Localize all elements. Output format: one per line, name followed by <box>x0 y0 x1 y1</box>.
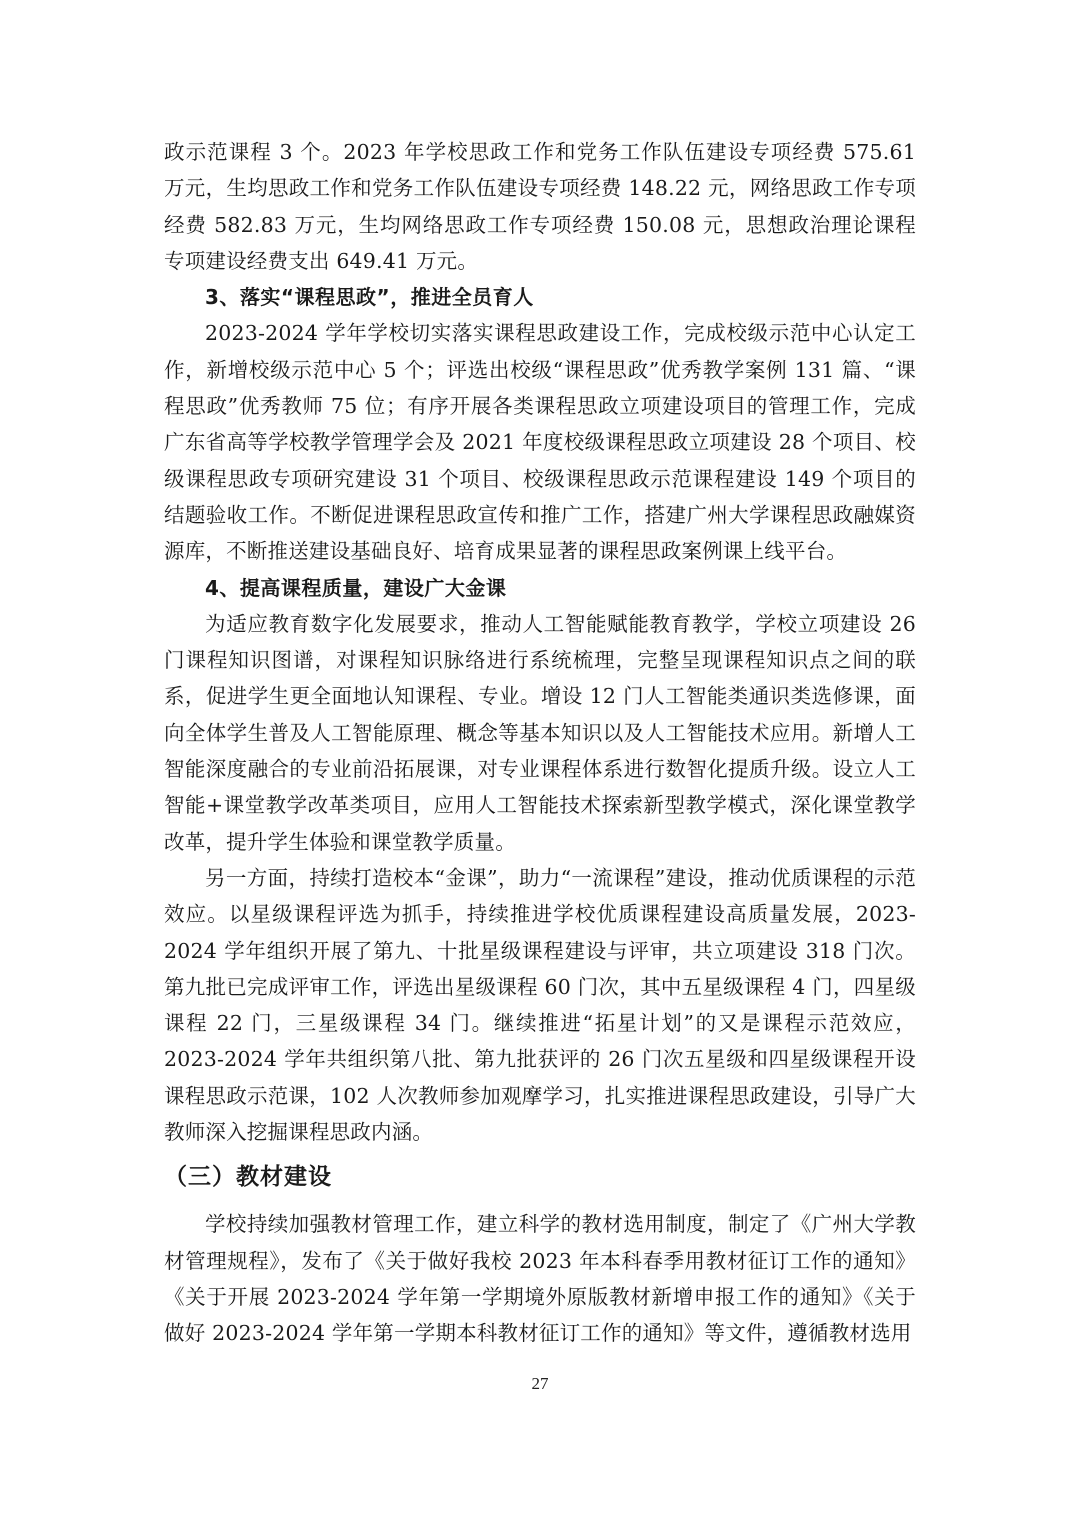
section-heading: （三）教材建设 <box>164 1164 332 1191</box>
page-content <box>164 134 916 1352</box>
subheading-3: 3、落实“课程思政”，推进全员育人 <box>205 285 534 310</box>
paragraph-5: 学校持续加强教材管理工作，建立科学的教材选用制度，制定了《广州大学教材管理规程》，发布了《关于做好我校 2023 年本科春季用教材征订工作的通知》《关于开展 2023-2024 学年第一学期境外原版教材新增申报工作的通知》《关于做好 2023-2024 学年第一学期本科教材征订工作的通知》等文件，遵循教材选用 <box>164 1212 916 1346</box>
paragraph-continuation: 政示范课程 3 个。2023 年学校思政工作和党务工作队伍建设专项经费 575.61 万元，生均思政工作和党务工作队伍建设专项经费 148.22 元，网络思政工作专项经费 582.83 万元，生均网络思政工作专项经费 150.08 元，思想政治理论课程专项建设经费支出 649.41 万元。 <box>164 140 916 273</box>
paragraph-4b: 另一方面，持续打造校本“金课”，助力“一流课程”建设，推动优质课程的示范效应。以星级课程评选为抓手，持续推进学校优质课程建设高质量发展，2023-2024 学年组织开展了第九、十批星级课程建设与评审，共立项建设 318 门次。第九批已完成评审工作，评选出星级课程 60 门次，其中五星级课程 4 门，四星级课程 22 门，三星级课程 34 门。继续推进“拓星计划”的又是课程示范效应，2023-2024 学年共组织第八批、第九批获评的 26 门次五星级和四星级课程开设课程思政示范课，102 人次教师参加观摩学习，扎实推进课程思政建设，引导广大教师深入挖掘课程思政内涵。 <box>164 865 916 1145</box>
page-number: 27 <box>531 1374 549 1393</box>
paragraph-4a: 为适应教育数字化发展要求，推动人工智能赋能教育教学，学校立项建设 26 门课程知识图谱，对课程知识脉络进行系统梳理，完整呈现课程知识点之间的联系，促进学生更全面地认知课程、专业。增设 12 门人工智能类通识类选修课，面向全体学生普及人工智能原理、概念等基本知识以及人工智能技术应用。新增人工智能深度融合的专业前沿拓展课，对专业课程体系进行数智化提质升级。设立人工智能+课堂教学改革类项目，应用人工智能技术探索新型教学模式，深化课堂教学改革，提升学生体验和课堂教学质量。 <box>164 611 916 854</box>
paragraph-3: 2023-2024 学年学校切实落实课程思政建设工作，完成校级示范中心认定工作，新增校级示范中心 5 个；评选出校级“课程思政”优秀教学案例 131 篇、“课程思政”优秀教师 75 位；有序开展各类课程思政立项建设项目的管理工作，完成广东省高等学校教学管理学会及 2021 年度校级课程思政立项建设 28 个项目、校级课程思政专项研究建设 31 个项目、校级课程思政示范课程建设 149 个项目的结题验收工作。不断促进课程思政宣传和推广工作，搭建广州大学课程思政融媒资源库，不断推送建设基础良好、培育成果显著的课程思政案例课上线平台。 <box>164 321 916 564</box>
subheading-4: 4、提高课程质量，建设广大金课 <box>205 575 507 600</box>
